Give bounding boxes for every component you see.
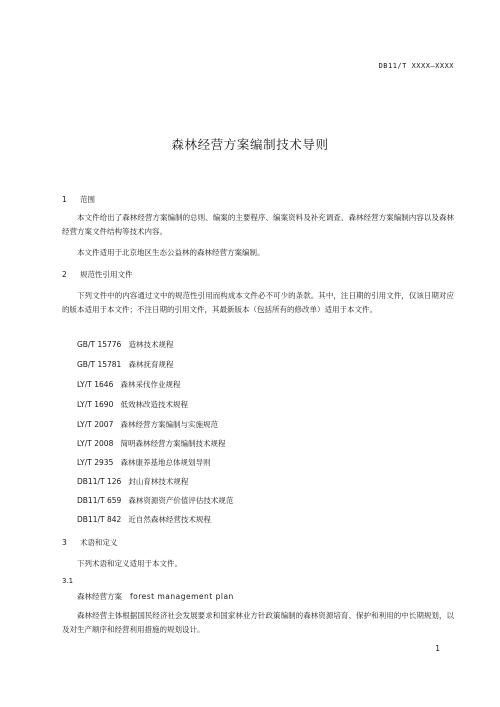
paragraph: 本文件给出了森林经营方案编制的总则、编案的主要程序、编案资料及补充调查、森林经营方案编制内容以及森林经营方案文件结构等技术内容。 xyxy=(62,213,454,236)
term-heading xyxy=(77,591,234,602)
reference-item: DB11/T 126 封山育林技术规程 xyxy=(77,477,189,486)
reference-item: GB/T 15776 造林技术规程 xyxy=(77,340,174,349)
section-title: 规范性引用文件 xyxy=(80,270,133,279)
standard-code: DB11/T XXXX—XXXX xyxy=(378,62,454,70)
reference-item: LY/T 2935 森林康养基地总体规划导则 xyxy=(77,458,211,467)
section-heading-terms xyxy=(62,537,118,548)
section-title: 术语和定义 xyxy=(80,538,118,547)
term-number: 3.1 xyxy=(62,577,74,585)
section-number: 2 xyxy=(62,270,67,279)
reference-item: DB11/T 842 近自然森林经营技术规程 xyxy=(77,515,211,524)
paragraph: 下列术语和定义适用于本文件。 xyxy=(77,559,182,568)
page-number: 1 xyxy=(435,644,440,653)
reference-item: LY/T 2008 简明森林经营方案编制技术规程 xyxy=(77,439,226,448)
paragraph: 下列文件中的内容通过文中的规范性引用而构成本文件必不可少的条款。其中，注日期的引用文件，仅该日期对应的版本适用于本文件；不注日期的引用文件，其最新版本（包括所有的修改单）适用于本文件。 xyxy=(62,291,454,314)
reference-item: LY/T 2007 森林经营方案编制与实施规范 xyxy=(77,420,218,429)
term-definition: 森林经营主体根据国民经济社会发展要求和国家林业方针政策编制的森林资源培育、保护和利用的中长期规划，以及对生产顺序和经营利用措施的规划设计。 xyxy=(62,611,454,634)
reference-item: LY/T 1646 森林采伐作业规程 xyxy=(77,380,181,389)
term-en: forest management plan xyxy=(130,592,234,601)
section-heading-normative-references xyxy=(62,269,133,280)
reference-item: DB11/T 659 森林资源资产价值评估技术规范 xyxy=(77,496,234,505)
document-title: 森林经营方案编制技术导则 xyxy=(171,137,329,152)
section-number: 3 xyxy=(62,538,67,547)
term-zh: 森林经营方案 xyxy=(77,592,122,601)
reference-item: LY/T 1690 低效林改造技术规程 xyxy=(77,400,188,409)
reference-item: GB/T 15781 森林抚育规程 xyxy=(77,360,174,369)
section-number: 1 xyxy=(62,195,67,204)
section-heading-scope xyxy=(62,194,95,205)
paragraph: 本文件适用于北京地区生态公益林的森林经营方案编制。 xyxy=(77,248,265,257)
section-title: 范围 xyxy=(80,195,95,204)
